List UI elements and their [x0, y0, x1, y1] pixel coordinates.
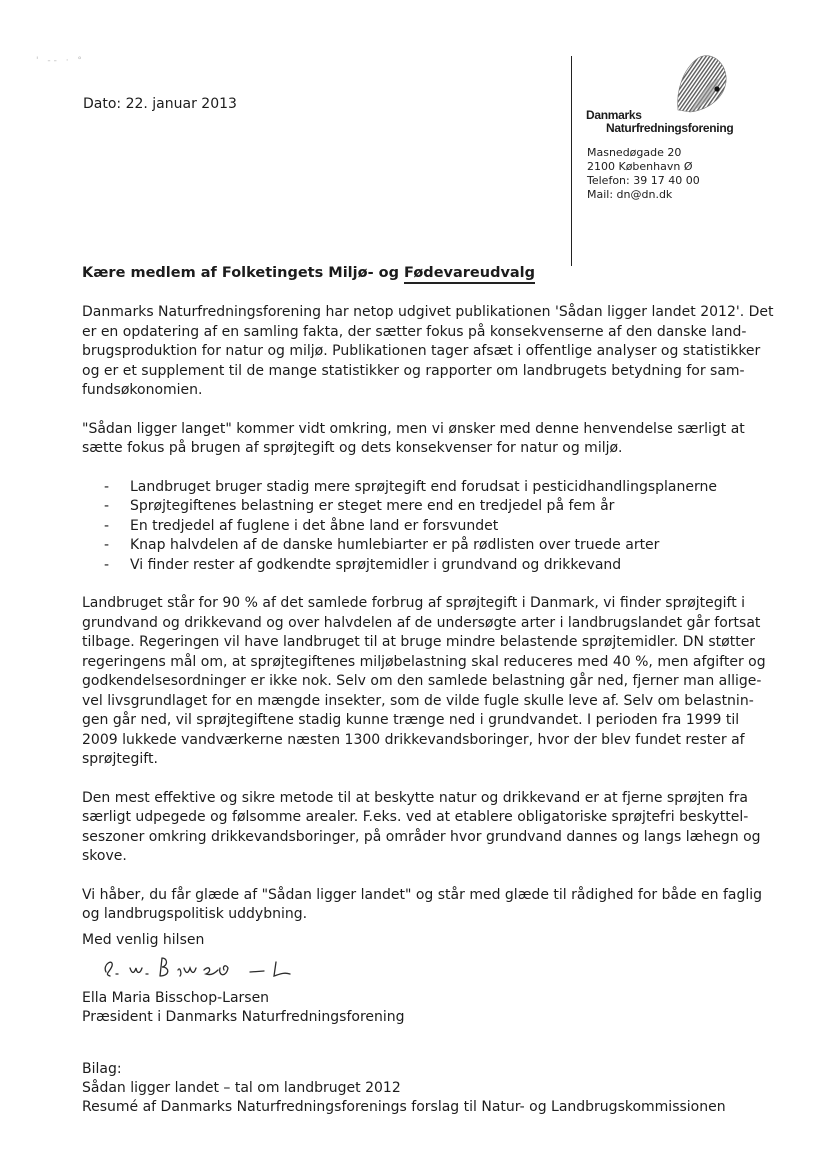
org-name-line2: Naturfredningsforening [606, 121, 734, 135]
address-city: 2100 København Ø [587, 160, 693, 173]
list-item: - En tredjedel af fuglene i det åbne land er forsvundet [82, 517, 772, 537]
text-line: Danmarks Naturfredningsforening har netop udgivet publikationen 'Sådan ligger landet 2012'. Det [82, 304, 774, 320]
text-line: er en opdatering af en samling fakta, der sætter fokus på konsekvenserne af den danske land- [82, 323, 747, 340]
text-line: gen går ned, vil sprøjtegiftene stadig kunne trænge ned i grundvandet. I perioden fra 1999 til [82, 712, 740, 728]
paragraph-pesticides [82, 594, 772, 770]
letter-date: Dato: 22. januar 2013 [83, 96, 237, 112]
text-line: sprøjtegift. [82, 751, 158, 767]
text-line: "Sådan ligger langet" kommer vidt omkring, men vi ønsker med denne henvendelse særligt at [82, 420, 745, 437]
text-line: brugsproduktion for natur og miljø. Publikationen tager afsæt i offentlige analyser og statistikker [82, 343, 761, 359]
text-line: godkendelsesordninger er ikke nok. Selv om den samlede belastning går ned, fjerner man allige- [82, 673, 762, 689]
org-address [587, 146, 700, 202]
address-street: Masnedøgade 20 [587, 146, 682, 159]
letter-heading [82, 265, 535, 281]
header-divider [571, 56, 572, 266]
address-mail: Mail: dn@dn.dk [587, 188, 673, 201]
list-item: - Landbruget bruger stadig mere sprøjtegift end forudsat i pesticidhandlingsplanerne [82, 478, 772, 498]
address-phone: Telefon: 39 17 40 00 [587, 174, 700, 187]
text-line: fundsøkonomien. [82, 382, 203, 398]
closing-greeting: Med venlig hilsen [82, 932, 205, 948]
paragraph-focus [82, 420, 772, 459]
text-line: og er et supplement til de mange statistikker og rapporter om landbrugets betydning for sam- [82, 362, 745, 379]
attachments-block [82, 1060, 726, 1117]
heading-part1: Kære medlem af Folketingets Miljø- og [82, 265, 405, 281]
fact-list [82, 478, 772, 576]
paragraph-intro [82, 303, 772, 401]
text-line: vel livsgrundlaget for en mængde insekter, som de vilde fugle skulle leve af. Selv om belastnin- [82, 692, 754, 709]
text-line: sætte fokus på brugen af sprøjtegift og dets konsekvenser for natur og miljø. [82, 440, 623, 456]
letter-body [82, 303, 772, 925]
list-item: - Knap halvdelen af de danske humlebiarter er på rødlisten over truede arter [82, 536, 772, 556]
text-line: Vi håber, du får glæde af "Sådan ligger landet" og står med glæde til rådighed for både en faglig [82, 886, 763, 903]
list-item: - Sprøjtegiftenes belastning er steget mere end en tredjedel på fem år [82, 497, 772, 517]
attachments-label: Bilag: [82, 1061, 122, 1077]
dn-logo-icon [668, 52, 730, 114]
signer-name: Ella Maria Bisschop-Larsen [82, 990, 270, 1006]
handwritten-signature [100, 950, 310, 982]
heading-part2-underlined: Fødevareudvalg [404, 265, 535, 284]
text-line: Den mest effektive og sikre metode til at beskytte natur og drikkevand er at fjerne sprøjten fra [82, 789, 748, 806]
attachment-item: Resumé af Danmarks Naturfredningsforenings forslag til Natur- og Landbrugskommissionen [82, 1099, 726, 1115]
text-line: og landbrugspolitisk uddybning. [82, 906, 308, 922]
paragraph-closing [82, 886, 772, 925]
text-line: skove. [82, 848, 127, 864]
text-line: tilbage. Regeringen vil have landbruget til at bruge mindre belastende sprøjtemidler. DN støtter [82, 634, 756, 650]
text-line: særligt udpegede og følsomme arealer. F.eks. ved at etablere obligatoriske sprøjtefri beskyttel- [82, 809, 749, 825]
org-name-line1: Danmarks [586, 108, 642, 122]
scan-marks: ' -- · ° [36, 56, 85, 66]
text-line: seszoner omkring drikkevandsboringer, på områder hvor grundvand dannes og langs læhegn og [82, 828, 761, 845]
list-item: - Vi finder rester af godkendte sprøjtemidler i grundvand og drikkevand [82, 556, 772, 576]
text-line: Landbruget står for 90 % af det samlede forbrug af sprøjtegift i Danmark, vi finder sprøjtegift i [82, 595, 746, 611]
text-line: grundvand og drikkevand og over halvdelen af de undersøgte arter i landbrugslandet går fortsat [82, 614, 761, 631]
signer-block [82, 989, 405, 1027]
signer-title: Præsident i Danmarks Naturfredningsforening [82, 1009, 405, 1025]
text-line: 2009 lukkede vandværkerne næsten 1300 drikkevandsboringer, hvor der blev fundet rester af [82, 731, 745, 748]
text-line: regeringens mål om, at sprøjtegiftenes miljøbelastning skal reduceres med 40 %, men afgifter og [82, 653, 766, 670]
paragraph-method [82, 789, 772, 867]
attachment-item: Sådan ligger landet – tal om landbruget 2012 [82, 1080, 401, 1096]
